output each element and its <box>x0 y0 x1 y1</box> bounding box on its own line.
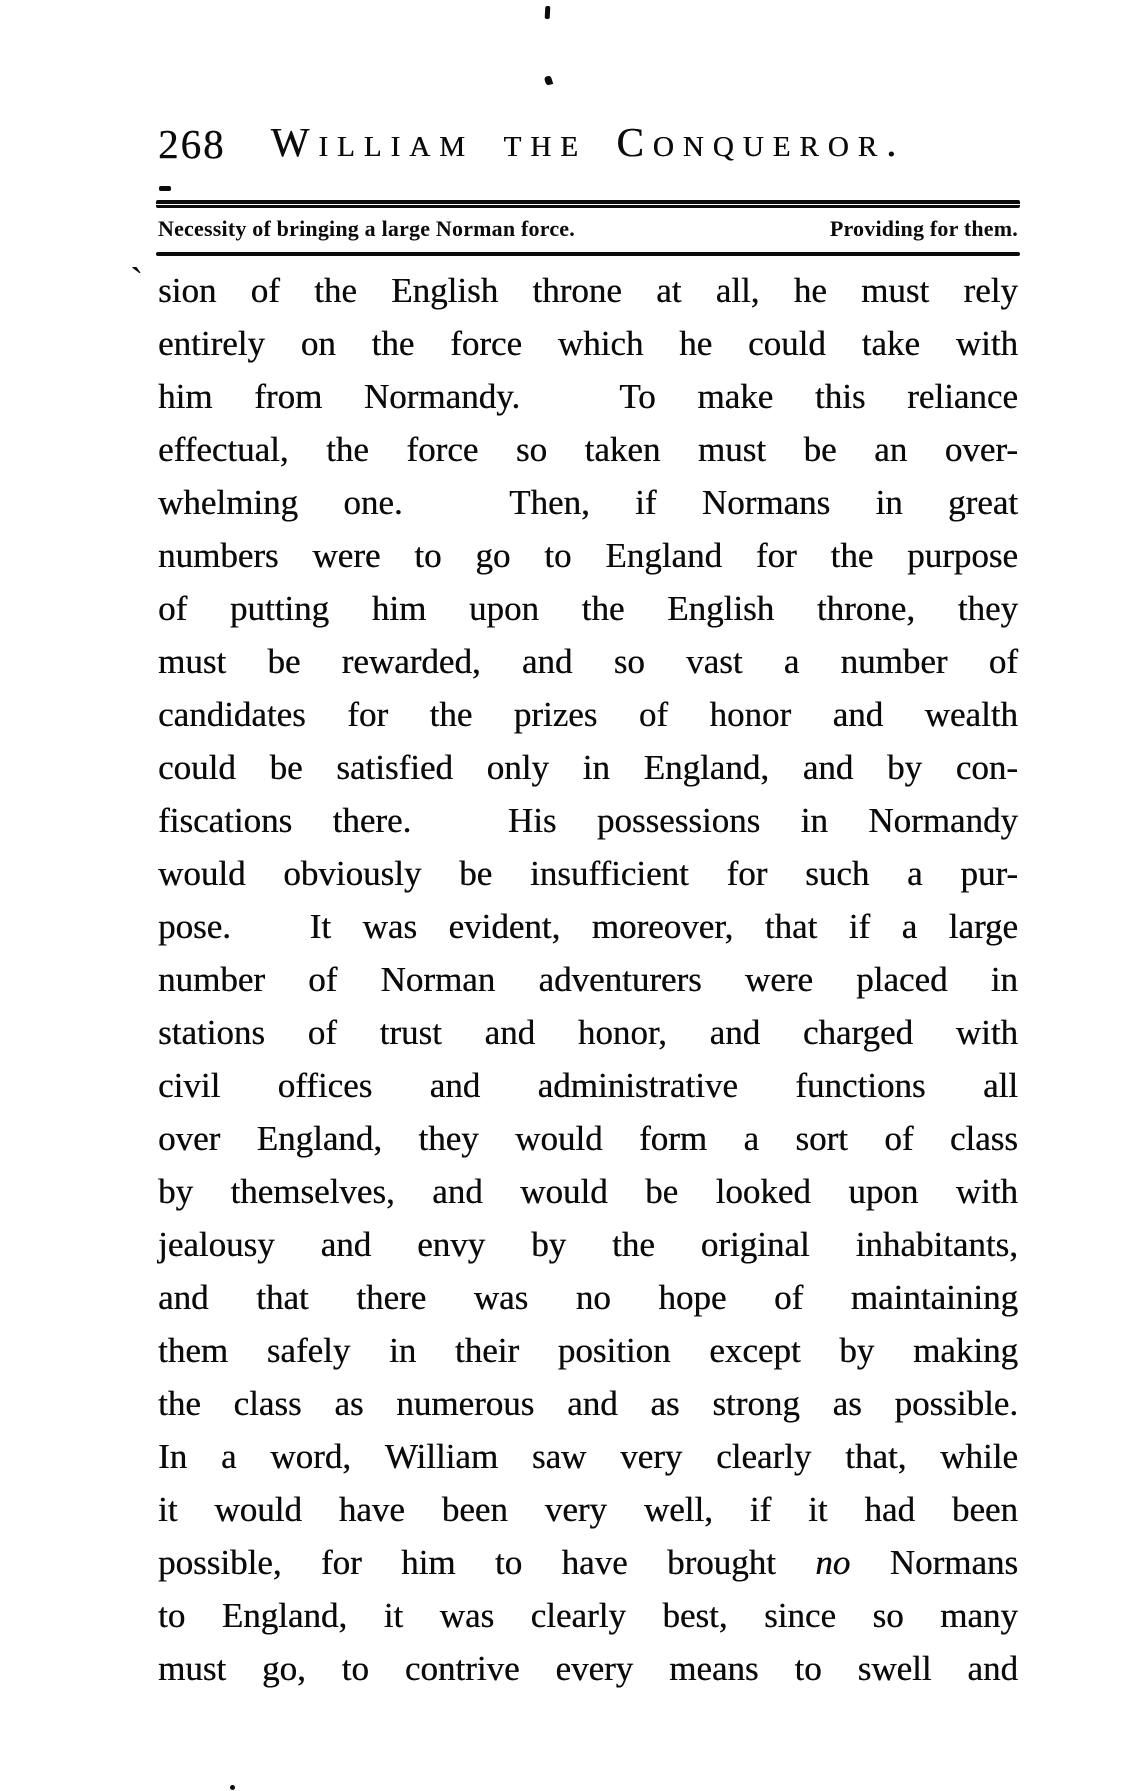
word: taken <box>584 430 661 469</box>
word: for <box>347 695 389 734</box>
word: original <box>700 1225 810 1264</box>
word: to <box>414 536 442 575</box>
text-line <box>158 264 1018 317</box>
word: putting <box>229 589 330 628</box>
word: be <box>459 854 493 893</box>
word: by <box>839 1331 875 1370</box>
word: could <box>748 324 826 363</box>
text-line <box>158 1165 1018 1218</box>
text-line <box>158 1589 1018 1642</box>
word: at <box>656 271 682 310</box>
word: could <box>158 748 236 787</box>
word: well, <box>643 1490 713 1529</box>
word: themselves, <box>230 1172 395 1211</box>
word: must <box>861 271 930 310</box>
word: of <box>988 642 1018 681</box>
word: numerous <box>396 1384 535 1423</box>
word: functions <box>795 1066 926 1105</box>
word: while <box>940 1437 1018 1476</box>
word: with <box>955 1013 1018 1052</box>
word: Normans <box>701 483 831 522</box>
word: so <box>613 642 645 681</box>
word: rewarded, <box>341 642 481 681</box>
word: safely <box>266 1331 351 1370</box>
text-line <box>158 1377 1018 1430</box>
text-line <box>158 582 1018 635</box>
word: if <box>749 1490 772 1529</box>
word: was <box>362 907 417 946</box>
word: and <box>802 748 854 787</box>
word: adventurers <box>538 960 702 999</box>
word: reliance <box>907 377 1018 416</box>
word: Norman <box>380 960 496 999</box>
word: His <box>507 801 557 840</box>
word: the <box>371 324 415 363</box>
word: a <box>783 642 800 681</box>
word: would <box>158 854 246 893</box>
word: in <box>388 1331 417 1370</box>
word: throne, <box>816 589 915 628</box>
word: candidates <box>158 695 306 734</box>
word: to <box>544 536 572 575</box>
word: by <box>158 1172 193 1211</box>
word: them <box>158 1331 228 1370</box>
word: the <box>581 589 625 628</box>
scan-speck-icon <box>545 6 551 19</box>
word: to <box>341 1649 369 1688</box>
word: charged <box>802 1013 913 1052</box>
word: all <box>982 1066 1018 1105</box>
word: possible, <box>158 1543 282 1582</box>
word: stations <box>158 1013 265 1052</box>
word: him <box>401 1543 456 1582</box>
word: every <box>555 1649 634 1688</box>
word: and <box>967 1649 1018 1688</box>
word: they <box>957 589 1018 628</box>
word: him <box>371 589 427 628</box>
word: and <box>158 1278 209 1317</box>
word: he <box>679 324 713 363</box>
word: administrative <box>537 1066 738 1105</box>
word: the <box>830 536 874 575</box>
word: saw <box>531 1437 587 1476</box>
word: so <box>515 430 547 469</box>
word: the <box>326 430 369 469</box>
word: wealth <box>924 695 1018 734</box>
word: hope <box>658 1278 727 1317</box>
word: except <box>709 1331 801 1370</box>
text-line <box>158 1112 1018 1165</box>
word: English <box>667 589 775 628</box>
word: English <box>391 271 499 310</box>
word: moreover, <box>591 907 734 946</box>
word: means <box>669 1649 759 1688</box>
word: and <box>709 1013 761 1052</box>
word: entirely <box>158 324 265 363</box>
word: on <box>300 324 336 363</box>
word: to <box>494 1543 523 1582</box>
word: with <box>955 324 1018 363</box>
word: over- <box>944 430 1018 469</box>
word: rely <box>963 271 1018 310</box>
word: since <box>764 1596 836 1635</box>
running-heads <box>158 211 1018 247</box>
word: In <box>158 1437 188 1476</box>
page-number: 268 <box>158 121 226 167</box>
word: It <box>309 907 332 946</box>
word: purpose <box>907 536 1018 575</box>
word: which <box>557 324 644 363</box>
word: England, <box>221 1596 348 1635</box>
word: must <box>697 430 766 469</box>
word: it <box>808 1490 828 1529</box>
word: satisfied <box>336 748 453 787</box>
word: the <box>314 271 357 310</box>
word: the <box>612 1225 655 1264</box>
word: be <box>803 430 837 469</box>
word: brought <box>667 1543 776 1582</box>
word: civil <box>158 1066 221 1105</box>
word: and <box>320 1225 372 1264</box>
word: as <box>334 1384 364 1423</box>
text-line <box>158 953 1018 1006</box>
word: strong <box>712 1384 800 1423</box>
word: maintaining <box>850 1278 1018 1317</box>
word: take <box>861 324 920 363</box>
word: very <box>544 1490 607 1529</box>
word: making <box>912 1331 1018 1370</box>
text-line <box>158 1324 1018 1377</box>
word: the <box>158 1384 201 1423</box>
word: make <box>697 377 774 416</box>
word: very <box>620 1437 683 1476</box>
word: pur- <box>960 854 1018 893</box>
word: force <box>406 430 479 469</box>
word: upon <box>468 589 539 628</box>
word: only <box>486 748 549 787</box>
word: clearly <box>530 1596 626 1635</box>
word: England, <box>256 1119 382 1158</box>
word: that <box>764 907 818 946</box>
word: as <box>832 1384 862 1423</box>
word: the <box>429 695 473 734</box>
word: a <box>907 854 923 893</box>
word: go <box>475 536 511 575</box>
word: were <box>744 960 813 999</box>
word: and <box>832 695 884 734</box>
word: best, <box>662 1596 728 1635</box>
word: large <box>948 907 1018 946</box>
word: England, <box>643 748 769 787</box>
word: numbers <box>158 536 279 575</box>
word: placed <box>856 960 948 999</box>
word: in <box>582 748 610 787</box>
word: pose. <box>158 907 231 946</box>
word: whelming <box>158 483 298 522</box>
word: con- <box>955 748 1018 787</box>
word: there. <box>332 801 412 840</box>
word: would <box>515 1119 603 1158</box>
word: obviously <box>283 854 422 893</box>
word: over <box>158 1119 221 1158</box>
word: contrive <box>404 1649 520 1688</box>
word: that, <box>845 1437 907 1476</box>
word: William <box>384 1437 499 1476</box>
word: jealousy <box>158 1225 275 1264</box>
text-line <box>158 1536 1018 1589</box>
word: of <box>307 1013 337 1052</box>
page-header <box>158 118 1018 174</box>
text-line <box>158 529 1018 582</box>
text-line <box>158 1218 1018 1271</box>
word: would <box>214 1490 302 1529</box>
word: number <box>840 642 948 681</box>
scan-dot-icon <box>230 1785 235 1790</box>
word: one. <box>343 483 403 522</box>
header-rule <box>156 200 1020 208</box>
word: from <box>254 377 323 416</box>
word: as <box>650 1384 680 1423</box>
text-line <box>158 1642 1018 1695</box>
word: with <box>955 1172 1018 1211</box>
word: by <box>887 748 922 787</box>
word: honor <box>709 695 792 734</box>
word: have <box>338 1490 405 1529</box>
word: by <box>531 1225 567 1264</box>
scan-dash-mark-icon <box>159 186 171 191</box>
word: they <box>418 1119 479 1158</box>
text-line <box>158 1271 1018 1324</box>
word: he <box>793 271 827 310</box>
word: fiscations <box>158 801 293 840</box>
word: Normandy. <box>363 377 521 416</box>
text-line <box>158 1059 1018 1112</box>
word: in <box>990 960 1018 999</box>
word: a <box>220 1437 237 1476</box>
word: force <box>450 324 522 363</box>
text-line <box>158 794 1018 847</box>
word: must <box>158 642 227 681</box>
italic-word: no <box>815 1543 851 1582</box>
word: it <box>383 1596 404 1635</box>
word: so <box>872 1596 904 1635</box>
word: of <box>308 960 338 999</box>
word: position <box>557 1331 671 1370</box>
word: to <box>794 1649 822 1688</box>
word: if <box>848 907 871 946</box>
text-line <box>158 847 1018 900</box>
word: were <box>312 536 381 575</box>
word: effectual, <box>158 430 289 469</box>
word: of <box>250 271 280 310</box>
word: no <box>575 1278 611 1317</box>
word: have <box>561 1543 628 1582</box>
word: go, <box>262 1649 306 1688</box>
word: if <box>635 483 657 522</box>
running-head-right: Providing for them. <box>829 216 1018 241</box>
word: this <box>814 377 866 416</box>
word: for <box>755 536 797 575</box>
word: sort <box>795 1119 848 1158</box>
word: form <box>638 1119 708 1158</box>
word: in <box>875 483 903 522</box>
word: for <box>726 854 768 893</box>
word: upon <box>848 1172 919 1211</box>
word: such <box>805 854 870 893</box>
word: of <box>638 695 668 734</box>
word: Normandy <box>868 801 1018 840</box>
word: number <box>158 960 265 999</box>
word: trust <box>379 1013 442 1052</box>
word: there <box>356 1278 427 1317</box>
word: swell <box>857 1649 932 1688</box>
word: was <box>439 1596 495 1635</box>
text-line <box>158 900 1018 953</box>
word: and <box>567 1384 618 1423</box>
word: clearly <box>716 1437 812 1476</box>
word: envy <box>417 1225 486 1264</box>
page-title: William the Conqueror. <box>270 119 906 165</box>
word: an <box>874 430 908 469</box>
word: England <box>605 536 722 575</box>
word: looked <box>715 1172 811 1211</box>
word: to <box>158 1596 186 1635</box>
text-line <box>158 688 1018 741</box>
word: and <box>429 1066 481 1105</box>
word: a <box>743 1119 759 1158</box>
text-line <box>158 476 1018 529</box>
word: honor, <box>577 1013 667 1052</box>
word: sion <box>158 271 217 310</box>
text-line <box>158 741 1018 794</box>
text-line <box>158 317 1018 370</box>
word: be <box>269 748 303 787</box>
scan-speck-icon <box>544 75 553 86</box>
word: would <box>520 1172 608 1211</box>
word: inhabitants, <box>855 1225 1018 1264</box>
word: prizes <box>513 695 598 734</box>
word: throne <box>532 271 622 310</box>
word: a <box>901 907 918 946</box>
margin-grave-mark-icon: ` <box>130 259 144 304</box>
word: Normans <box>889 1543 1018 1582</box>
word: in <box>800 801 828 840</box>
word: be <box>645 1172 679 1211</box>
word: and <box>432 1172 483 1211</box>
word: for <box>320 1543 362 1582</box>
word: offices <box>277 1066 373 1105</box>
text-line <box>158 423 1018 476</box>
word: great <box>948 483 1018 522</box>
word: all, <box>715 271 760 310</box>
word: their <box>454 1331 520 1370</box>
word: of <box>774 1278 804 1317</box>
word: must <box>158 1649 227 1688</box>
running-head-rule <box>156 252 1020 256</box>
word: it <box>158 1490 178 1529</box>
word: class <box>233 1384 302 1423</box>
word: him <box>158 377 213 416</box>
word: had <box>864 1490 915 1529</box>
word: been <box>951 1490 1018 1529</box>
body-text <box>158 264 1018 1695</box>
word: be <box>267 642 301 681</box>
text-line <box>158 1483 1018 1536</box>
word: and <box>521 642 573 681</box>
word: of <box>884 1119 914 1158</box>
text-line <box>158 635 1018 688</box>
word: was <box>473 1278 529 1317</box>
word: many <box>940 1596 1018 1635</box>
text-line <box>158 1430 1018 1483</box>
text-line <box>158 1006 1018 1059</box>
word: insufficient <box>529 854 689 893</box>
word: and <box>484 1013 536 1052</box>
word: vast <box>686 642 743 681</box>
word: possible. <box>894 1384 1018 1423</box>
word: evident, <box>448 907 561 946</box>
word: possessions <box>596 801 761 840</box>
word: class <box>949 1119 1018 1158</box>
word: To <box>619 377 656 416</box>
word: that <box>256 1278 309 1317</box>
word: of <box>158 589 188 628</box>
word: Then, <box>509 483 590 522</box>
word: word, <box>270 1437 351 1476</box>
running-head-left: Necessity of bringing a large Norman force. <box>158 216 575 241</box>
word: been <box>441 1490 508 1529</box>
text-line <box>158 370 1018 423</box>
